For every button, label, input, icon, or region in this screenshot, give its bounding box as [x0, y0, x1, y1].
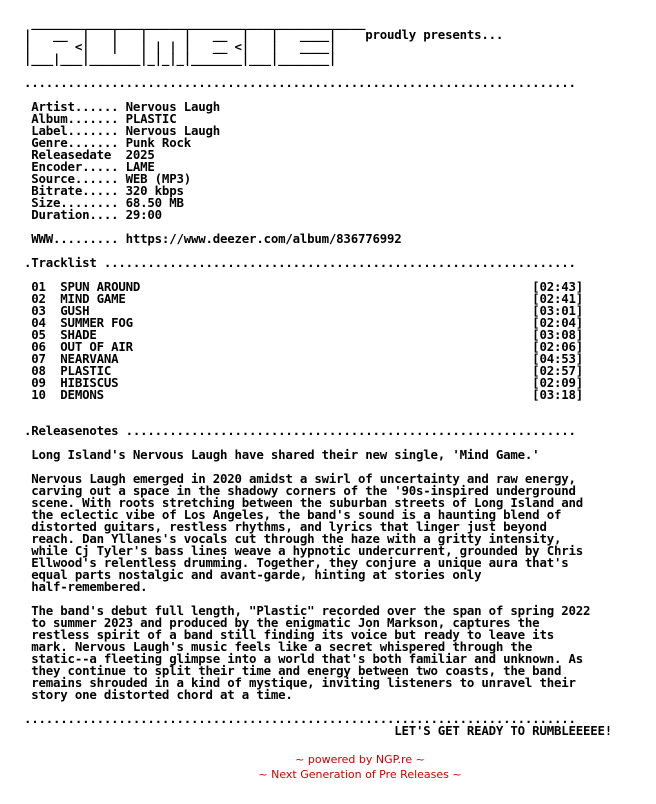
nfo-text: ______________________________________________ | __ | | | | __ | | ____| proudly presents... | <| | | | | | __ <| | ____| |___|___|_______|_|_|_|_______|___|_______| ............................................................................ Artist...... Nervous Laugh Album....... PLASTIC Label....... Nervous Laugh Genre....... Punk Rock Releasedate 2025 Encoder..... LAME Source...... WEB (MP3) Bitrate..... 320 kbps Size........ 68.50 MB Duration.... 29:00 WWW......... https://www.deezer.com/album/836776992 .Tracklist ................................................................. 01 SPUN AROUND [02:43] 02 MIND GAME [02:41] 03 GUSH [03:01] 04 SUMMER FOG [02:04] 05 SHADE [03:08] 06 OUT OF AIR [02:06] 07 NEARVANA [04:53] 08 PLASTIC [02:57] 09 HIBISCUS [02:09] 10 DEMONS [03:18] .Releasenotes .............................................................. Long Island's Nervous Laugh have shared their new single, 'Mind Game.' Nervous Laugh emerged in 2020 amidst a swirl of uncertainty and raw energy, carving out a space in the shadowy corners of the '90s-inspired underground scene. With roots stretching between the suburban streets of Long Island and the eclectic vibe of Los Angeles, the band's sound is a haunting blend of distorted guitars, restless rhythms, and lyrics that linger just beyond reach. Dan Yllanes's vocals cut through the haze with a gritty intensity, while Cj Tyler's bass lines weave a hypnotic undercurrent, grounded by Chris Ellwood's relentless drumming. Together, they conjure a unique aura that's equal parts nostalgic and avant-garde, hinting at stories only half-remembered. The band's debut full length, "Plastic" recorded over the span of spring 2022 to summer 2023 and produced by the enigmatic Jon Markson, captures the restless spirit of a band still finding its voice but ready to leave its mark. Nervous Laugh's music feels like a secret whispered through the static--a fleeting glimpse into a world that's both familiar and unknown. As they continue to split their time and energy between two coasts, the band remains shrouded in a kind of mystique, inviting listeners to unravel their story one distorted chord at a time. ............................................................................ LET'S GET READY TO RUMBLEEEEE!	[24, 15, 613, 738]
footer-powered-by: ~ powered by NGP.re ~	[295, 753, 425, 766]
footer-tagline: ~ Next Generation of Pre Releases ~	[258, 768, 462, 781]
